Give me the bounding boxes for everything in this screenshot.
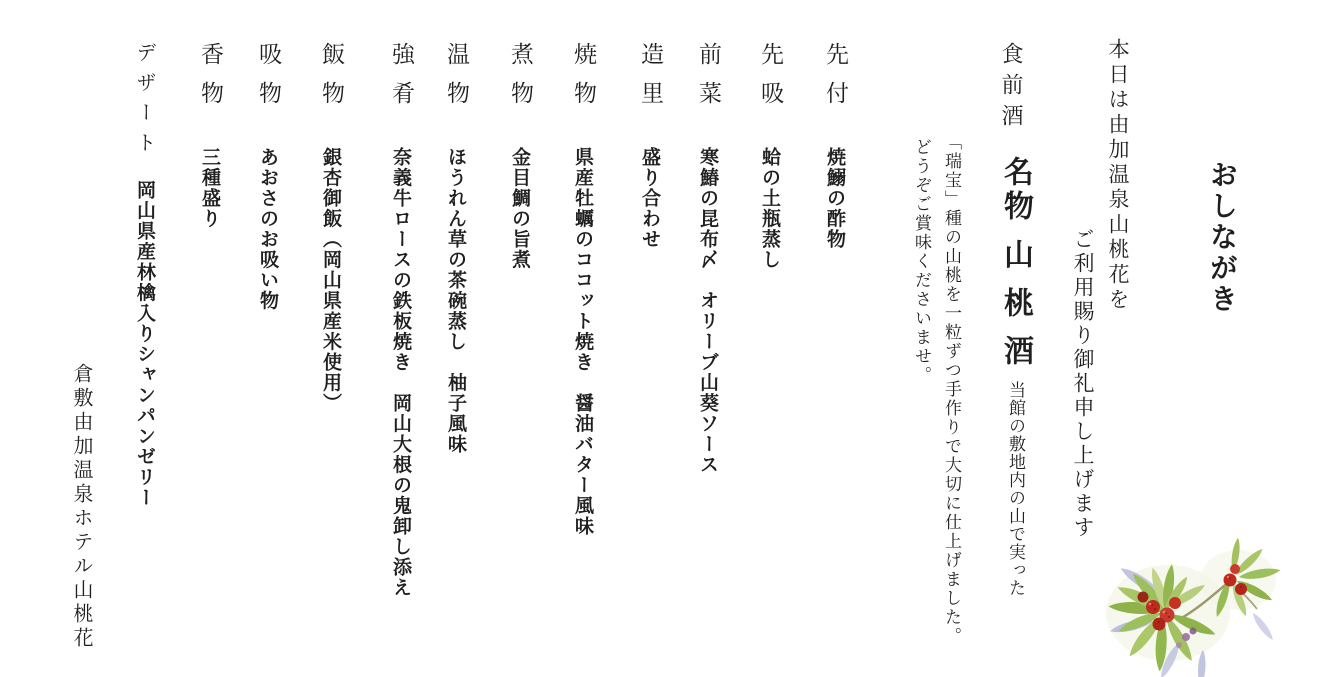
dish-name: 焼鰯の酢物 [824, 147, 846, 250]
menu-item-sakizuke [823, 42, 846, 250]
dish-name: 寒鰆の昆布〆 オリーブ山葵ソース [697, 147, 719, 475]
course-category: 飯物 [318, 42, 344, 120]
page-title: おしながき [1206, 160, 1239, 315]
dish-name: 金目鯛の旨煮 [509, 147, 531, 270]
course-category: 造里 [637, 42, 663, 120]
course-category: 焼物 [570, 42, 596, 120]
dish-name: 奈義牛ロースの鉄板焼き 岡山大根の鬼卸し添え [390, 147, 412, 598]
hotel-name: 倉敷由加温泉ホテル山桃花 [70, 363, 94, 651]
course-category: 強肴 [388, 42, 414, 120]
course-category: 吸物 [255, 42, 281, 120]
course-category: 煮物 [507, 42, 533, 120]
course-category: 先吸 [757, 42, 783, 120]
aperitif-name: 名物 山 桃 酒 [998, 156, 1033, 370]
course-category: 香物 [197, 42, 223, 120]
menu-item-shiizakana [389, 42, 412, 598]
menu-item-nimono [508, 42, 531, 270]
dish-name: 銀杏御飯（岡山県産米使用） [320, 147, 342, 414]
dish-name: 県産牡蠣のココット焼き 醤油バター風味 [572, 147, 594, 537]
dish-name: ほうれん草の茶碗蒸し 柚子風味 [445, 147, 467, 455]
dish-name: 三種盛り [199, 147, 221, 229]
menu-item-onmono [444, 42, 467, 455]
aperitif-note: 当館の敷地内の山で実った [1005, 381, 1025, 598]
aperitif-category: 食前酒 [998, 42, 1023, 135]
menu-item-suimono [256, 42, 279, 311]
yamamomo-illustration [1083, 525, 1293, 677]
dish-name: 蛤の土瓶蒸し [759, 147, 781, 270]
menu-item-yakimono [571, 42, 594, 537]
dish-name: あおさのお吸い物 [257, 147, 279, 311]
menu-item-sakisui [758, 42, 781, 270]
dish-name: 岡山県産林檎入りシャンパンゼリー [134, 180, 156, 508]
menu-item-zensai [696, 42, 719, 475]
aperitif-description-2: どうぞご賞味くださいませ。 [911, 138, 931, 385]
course-category: 温物 [443, 42, 469, 120]
menu-item-dessert [135, 42, 155, 508]
menu-item-meshimono [319, 42, 342, 414]
course-category: 前菜 [695, 42, 721, 120]
menu-item-koumono [198, 42, 221, 229]
dish-name: 盛り合わせ [639, 147, 661, 250]
menu-item-tsukuri [638, 42, 661, 250]
aperitif-name-column [998, 156, 1033, 598]
course-category: 先付 [822, 42, 848, 120]
greeting-line-2: ご利用賜り御礼申し上げます [1071, 228, 1095, 540]
course-category: デザート [133, 42, 157, 162]
greeting-line-1: 本日は由加温泉山桃花を [1106, 38, 1130, 313]
aperitif-description-1: 「瑞宝」種の山桃を一粒ずつ手作りで大切に仕上げました。 [941, 133, 961, 646]
